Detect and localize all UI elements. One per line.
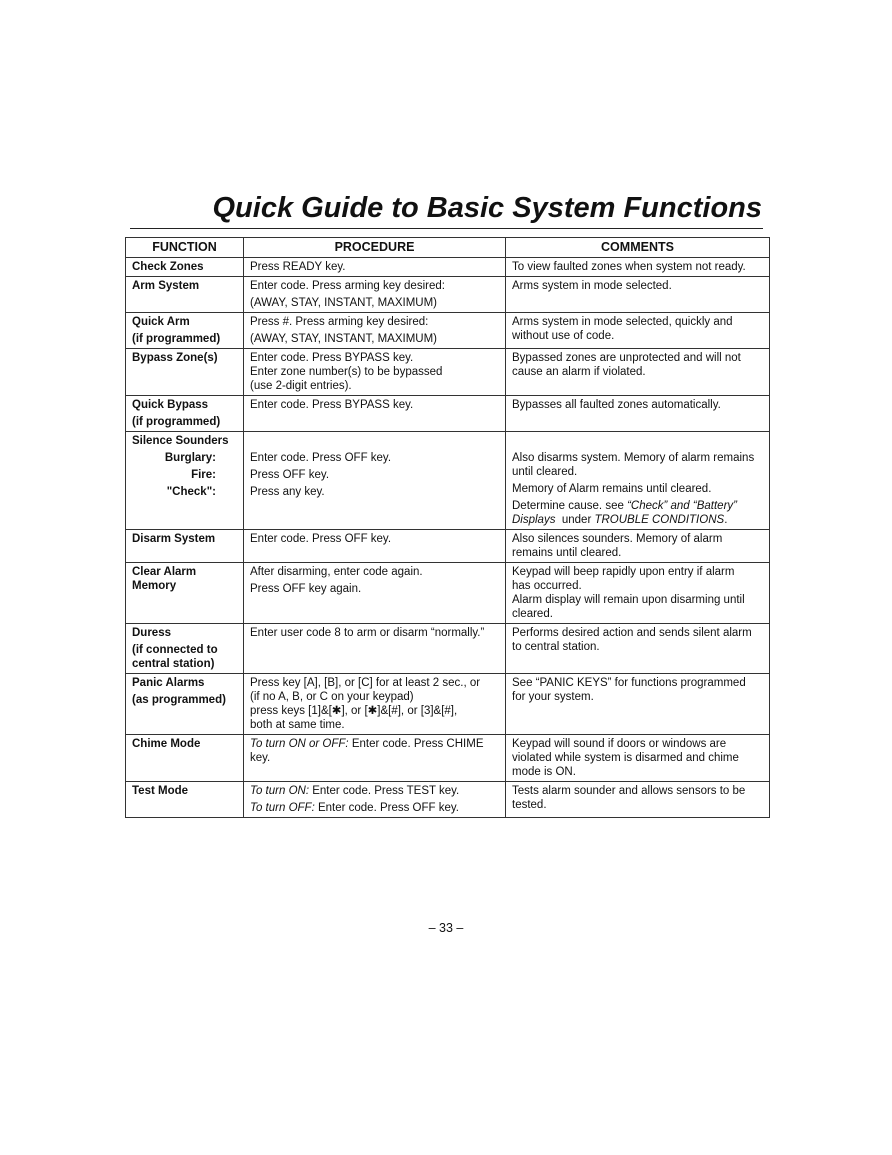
table-row (126, 277, 770, 313)
table-row (126, 563, 770, 624)
comments-cell (506, 349, 770, 396)
page-title: Quick Guide to Basic System Functions (212, 192, 762, 224)
procedure-text: (AWAY, STAY, INSTANT, MAXIMUM) (250, 333, 437, 345)
comments-cell (506, 313, 770, 349)
procedure-cell (244, 277, 506, 313)
comments-cell (506, 530, 770, 563)
function-label: Chime Mode (132, 738, 201, 750)
procedure-text-italic: To turn ON or OFF: (250, 738, 349, 750)
comments-text: Keypad will beep rapidly upon entry if alarm (512, 566, 735, 578)
comments-text: mode is ON. (512, 766, 576, 778)
procedure-cell (244, 674, 506, 735)
procedure-text (250, 784, 500, 798)
comments-text (512, 499, 764, 513)
procedure-cell (244, 735, 506, 782)
comments-text: See “PANIC KEYS” for functions programmed (512, 677, 746, 689)
comments-cell (506, 674, 770, 735)
function-qualifier: (if connected to (132, 644, 218, 656)
procedure-text-italic: To turn ON: (250, 785, 310, 797)
function-sublabel-burglary: Burglary: (164, 452, 216, 464)
procedure-text: Enter code. Press OFF key. (250, 452, 392, 464)
header-comments: COMMENTS (506, 238, 770, 258)
comments-text: Memory of Alarm remains until cleared. (512, 483, 712, 495)
function-cell (126, 258, 244, 277)
procedure-text-italic: To turn OFF: (250, 802, 315, 814)
table-row (126, 349, 770, 396)
procedure-text: Enter code. Press arming key desired: (250, 280, 445, 292)
comments-text-italic: Displays (512, 514, 556, 526)
comments-text: Tests alarm sounder and allows sensors to be (512, 785, 746, 797)
procedure-text (250, 801, 500, 815)
function-cell (126, 432, 244, 530)
function-cell (126, 563, 244, 624)
table-row (126, 432, 770, 530)
procedure-text: Enter user code 8 to arm or disarm “normally.” (250, 627, 485, 639)
procedure-cell (244, 624, 506, 674)
procedure-text: Press OFF key again. (250, 583, 362, 595)
function-qualifier: (if programmed) (132, 416, 221, 428)
comments-cell (506, 258, 770, 277)
page-number: – 33 – (428, 921, 464, 935)
comments-text: under (555, 514, 595, 526)
function-cell (126, 530, 244, 563)
table-header-row (126, 238, 770, 258)
procedure-cell (244, 313, 506, 349)
comments-text: Also disarms system. Memory of alarm remains (512, 452, 755, 464)
procedure-text: Enter code. Press OFF key. (314, 802, 459, 814)
table-row (126, 530, 770, 563)
header-function: FUNCTION (126, 238, 244, 258)
procedure-cell (244, 258, 506, 277)
procedure-text: Press any key. (250, 486, 325, 498)
procedure-text: (use 2-digit entries). (250, 380, 352, 392)
comments-cell (506, 735, 770, 782)
table-row (126, 624, 770, 674)
procedure-text: both at same time. (250, 719, 345, 731)
header-procedure: PROCEDURE (244, 238, 506, 258)
procedure-cell (244, 530, 506, 563)
function-cell (126, 782, 244, 818)
function-label: Test Mode (132, 785, 189, 797)
function-cell (126, 674, 244, 735)
comments-cell (506, 396, 770, 432)
function-qualifier: central station) (132, 658, 215, 670)
comments-text: cleared. (512, 608, 553, 620)
comments-text: until cleared. (512, 466, 578, 478)
procedure-text: Enter code. Press OFF key. (250, 533, 392, 545)
procedure-cell (244, 563, 506, 624)
comments-text-italic: “Check” and “Battery” (627, 500, 737, 512)
function-qualifier: (if programmed) (132, 333, 221, 345)
comments-text: violated while system is disarmed and chime (512, 752, 739, 764)
procedure-text: (AWAY, STAY, INSTANT, MAXIMUM) (250, 297, 437, 309)
procedure-text: press keys [1]&[✱], or [✱]&[#], or [3]&[#], (250, 705, 458, 717)
procedure-text: key. (250, 752, 271, 764)
comments-text: for your system. (512, 691, 594, 703)
function-cell (126, 735, 244, 782)
function-cell (126, 624, 244, 674)
comments-text: Determine cause. see (512, 500, 628, 512)
comments-text: Alarm display will remain upon disarming until (512, 594, 745, 606)
title-divider (130, 228, 763, 229)
procedure-text: Enter code. Press TEST key. (309, 785, 460, 797)
function-cell (126, 396, 244, 432)
function-qualifier: (as programmed) (132, 694, 226, 706)
comments-text: tested. (512, 799, 547, 811)
comments-cell (506, 277, 770, 313)
table-row (126, 313, 770, 349)
comments-text: remains until cleared. (512, 547, 622, 559)
table-row (126, 258, 770, 277)
function-sublabel-fire: Fire: (191, 469, 216, 481)
comments-text: has occurred. (512, 580, 582, 592)
function-label: Memory (132, 580, 177, 592)
table-row (126, 735, 770, 782)
comments-text: to central station. (512, 641, 600, 653)
functions-table (125, 237, 770, 818)
procedure-cell (244, 432, 506, 530)
function-cell (126, 349, 244, 396)
table-row (126, 674, 770, 735)
function-label: Quick Arm (132, 316, 190, 328)
procedure-cell (244, 396, 506, 432)
function-label: Quick Bypass (132, 399, 209, 411)
function-label: Silence Sounders (132, 435, 229, 447)
function-label: Panic Alarms (132, 677, 205, 689)
comments-text: Performs desired action and sends silent alarm (512, 627, 752, 639)
procedure-cell (244, 782, 506, 818)
comments-text: . (724, 514, 728, 526)
procedure-text: After disarming, enter code again. (250, 566, 423, 578)
procedure-text: Press key [A], [B], or [C] for at least 2 sec., or (250, 677, 481, 689)
function-label: Duress (132, 627, 171, 639)
comments-text-italic: TROUBLE CONDITIONS (594, 514, 725, 526)
comments-cell (506, 563, 770, 624)
procedure-text: Enter code. Press BYPASS key. (250, 399, 414, 411)
comments-text (512, 513, 764, 527)
comments-text: Bypasses all faulted zones automatically. (512, 399, 721, 411)
table-row (126, 396, 770, 432)
procedure-text (250, 737, 500, 751)
comments-text: without use of code. (512, 330, 615, 342)
function-label: Clear Alarm (132, 566, 197, 578)
comments-text: Keypad will sound if doors or windows are (512, 738, 727, 750)
table-row (126, 782, 770, 818)
comments-text: cause an alarm if violated. (512, 366, 646, 378)
comments-text: To view faulted zones when system not ready. (512, 261, 746, 273)
procedure-text: Enter code. Press BYPASS key. (250, 352, 414, 364)
function-sublabel-check: "Check": (166, 486, 216, 498)
procedure-text: Press READY key. (250, 261, 346, 273)
function-label: Disarm System (132, 533, 216, 545)
procedure-text: Press #. Press arming key desired: (250, 316, 429, 328)
comments-cell (506, 624, 770, 674)
comments-text: Arms system in mode selected. (512, 280, 672, 292)
procedure-text: Enter code. Press CHIME (348, 738, 484, 750)
function-label: Bypass Zone(s) (132, 352, 218, 364)
comments-cell (506, 432, 770, 530)
procedure-text: (if no A, B, or C on your keypad) (250, 691, 414, 703)
comments-text: Arms system in mode selected, quickly and (512, 316, 733, 328)
function-cell (126, 277, 244, 313)
comments-cell (506, 782, 770, 818)
comments-text: Bypassed zones are unprotected and will not (512, 352, 741, 364)
function-label: Check Zones (132, 261, 204, 273)
comments-text: Also silences sounders. Memory of alarm (512, 533, 723, 545)
function-label: Arm System (132, 280, 200, 292)
procedure-cell (244, 349, 506, 396)
procedure-text: Press OFF key. (250, 469, 330, 481)
procedure-text: Enter zone number(s) to be bypassed (250, 366, 443, 378)
function-cell (126, 313, 244, 349)
